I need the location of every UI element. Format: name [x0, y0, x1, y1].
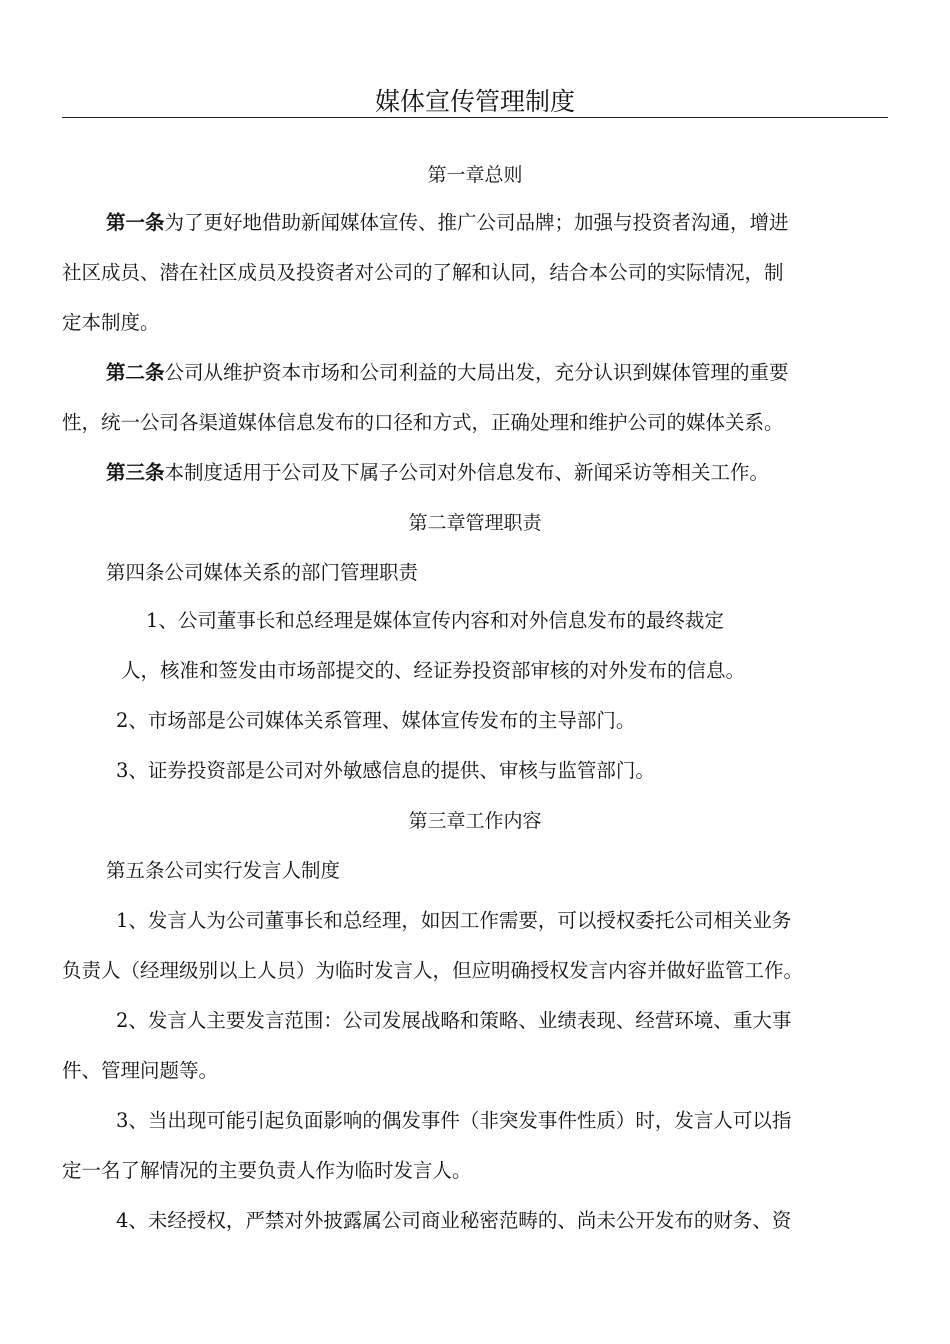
ch3-item-1-line-1: 1、发言人为公司董事长和总经理，如因工作需要，可以授权委托公司相关业务	[116, 909, 792, 932]
ch3-item-3-line-1: 3、当出现可能引起负面影响的偶发事件（非突发事件性质）时，发言人可以指	[116, 1109, 792, 1132]
title-underline	[62, 117, 888, 118]
ch3-item-1-line-2: 负责人（经理级别以上人员）为临时发言人，但应明确授权发言内容并做好监管工作。	[62, 959, 804, 982]
article-1-line-2: 社区成员、潜在社区成员及投资者对公司的了解和认同，结合本公司的实际情况，制	[62, 261, 784, 284]
ch2-item-1-line-1: 1、公司董事长和总经理是媒体宣传内容和对外信息发布的最终裁定	[146, 609, 724, 632]
article-4-line-1	[106, 558, 418, 588]
article-4-label: 第四条	[106, 561, 165, 584]
ch3-item-2-line-2: 件、管理问题等。	[62, 1059, 219, 1082]
article-2-label: 第二条	[106, 361, 165, 384]
article-2-line-1	[106, 358, 789, 388]
chapter-2-heading: 第二章管理职责	[408, 512, 542, 534]
article-1-line-3: 定本制度。	[62, 311, 160, 334]
article-3-label: 第三条	[106, 461, 165, 484]
article-4-text-1: 公司媒体关系的部门管理职责	[164, 561, 419, 584]
article-1-label: 第一条	[106, 211, 165, 234]
chapter-1-heading: 第一章总则	[427, 164, 523, 186]
ch2-item-3: 3、证券投资部是公司对外敏感信息的提供、审核与监管部门。	[116, 759, 655, 782]
document-title: 媒体宣传管理制度	[374, 87, 575, 116]
chapter-3-heading: 第三章工作内容	[408, 810, 542, 832]
article-1-line-1	[106, 208, 789, 238]
ch2-item-2: 2、市场部是公司媒体关系管理、媒体宣传发布的主导部门。	[116, 709, 636, 732]
ch3-item-4-line-1: 4、未经授权，严禁对外披露属公司商业秘密范畴的、尚未公开发布的财务、资	[116, 1209, 792, 1232]
article-2-line-2: 性，统一公司各渠道媒体信息发布的口径和方式，正确处理和维护公司的媒体关系。	[62, 411, 784, 434]
ch3-item-3-line-2: 定一名了解情况的主要负责人作为临时发言人。	[62, 1159, 472, 1182]
article-2-text-1: 公司从维护资本市场和公司利益的大局出发，充分认识到媒体管理的重要	[164, 361, 789, 384]
article-5-line-1	[106, 856, 340, 886]
ch3-item-2-line-1: 2、发言人主要发言范围：公司发展战略和策略、业绩表现、经营环境、重大事	[116, 1009, 792, 1032]
article-1-text-1: 为了更好地借助新闻媒体宣传、推广公司品牌；加强与投资者沟通，增进	[164, 211, 789, 234]
article-5-text-1: 公司实行发言人制度	[164, 859, 341, 882]
ch2-item-1-line-2: 人，核准和签发由市场部提交的、经证券投资部审核的对外发布的信息。	[121, 659, 746, 682]
article-3-line-1	[106, 458, 769, 488]
article-3-text-1: 本制度适用于公司及下属子公司对外信息发布、新闻采访等相关工作。	[164, 461, 770, 484]
article-5-label: 第五条	[106, 859, 165, 882]
